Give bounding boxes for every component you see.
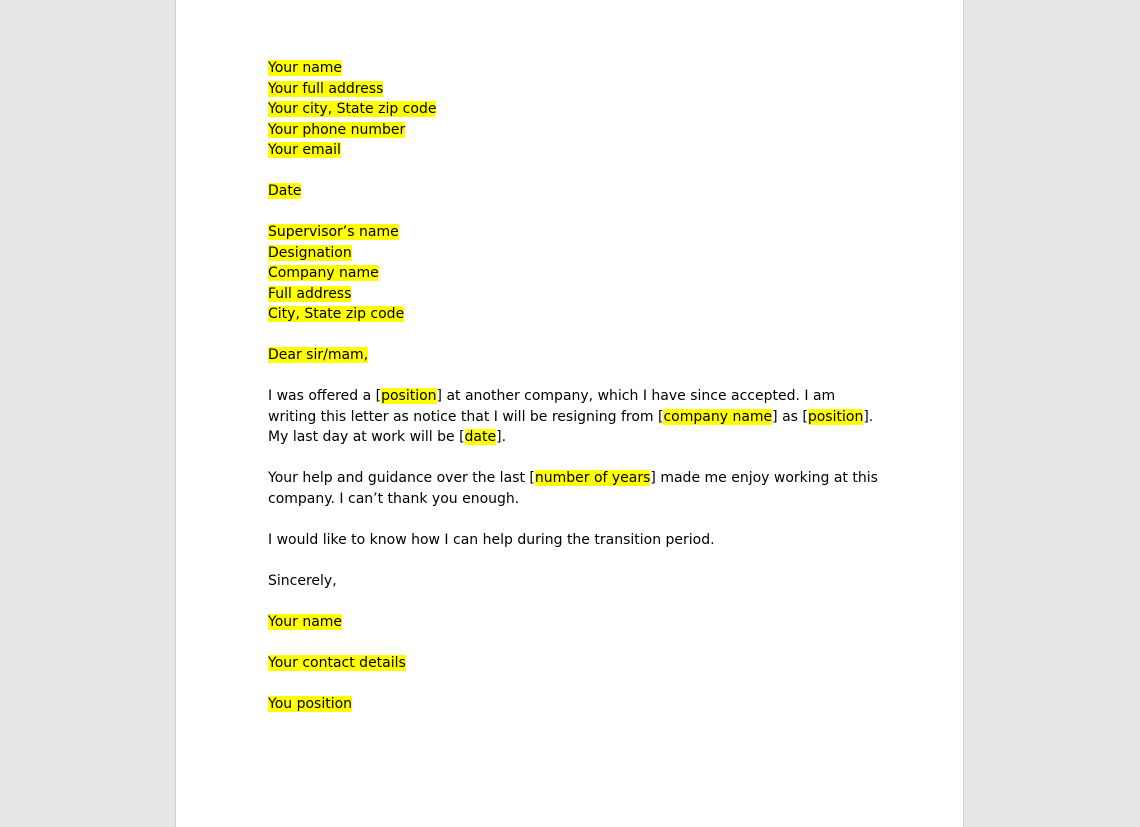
- signature-position-line: [268, 694, 878, 715]
- paragraph-text: ] as [: [772, 408, 808, 425]
- blank-line: [268, 448, 878, 469]
- recipient-designation: Designation: [268, 244, 352, 261]
- paragraph-offer: [268, 386, 878, 448]
- paragraph-text: ] at another company, which I have since accepted. I am writing this letter as notice that I will be resigning from [: [268, 388, 836, 425]
- blank-line: [268, 366, 878, 387]
- signature-name: Your name: [268, 613, 343, 630]
- sender-phone: Your phone number: [268, 121, 406, 138]
- sender-name-line: [268, 58, 878, 79]
- blank-line: [268, 550, 878, 571]
- blank-line: [268, 325, 878, 346]
- position-placeholder: position: [381, 388, 437, 404]
- date-line: [268, 181, 878, 202]
- sender-email-line: [268, 140, 878, 161]
- position-placeholder: position: [807, 408, 864, 425]
- blank-line: [268, 509, 878, 530]
- paragraph-text: I was offered a [: [268, 388, 382, 404]
- sender-name: Your name: [268, 60, 343, 76]
- sender-address-line: [268, 79, 878, 100]
- blank-line: [268, 591, 878, 612]
- blank-line: [268, 632, 878, 653]
- salutation: Dear sir/mam,: [268, 347, 369, 363]
- sender-city-line: [268, 99, 878, 120]
- company-name-placeholder: company name: [663, 408, 773, 425]
- letter-date: Date: [268, 183, 302, 199]
- letter-body[interactable]: [268, 58, 878, 714]
- paragraph-text: ] made me enjoy working at this company. I can’t thank you enough.: [268, 470, 878, 507]
- sender-city: Your city, State zip code: [268, 101, 437, 117]
- sender-address: Your full address: [268, 80, 384, 97]
- signature-name-line: [268, 612, 878, 633]
- paragraph-text: ].: [496, 429, 507, 445]
- paragraph-text: Your help and guidance over the last [: [268, 470, 535, 486]
- recipient-name: Supervisor’s name: [268, 224, 399, 240]
- paragraph-transition: I would like to know how I can help during the transition period.: [268, 531, 715, 548]
- blank-line: [268, 161, 878, 182]
- closing-line: Sincerely,: [268, 572, 337, 589]
- blank-line: [268, 673, 878, 694]
- paragraph-text: ]. My last day at work will be [: [268, 408, 874, 445]
- document-page[interactable]: [175, 0, 964, 827]
- paragraph-thanks: [268, 468, 878, 509]
- recipient-designation-line: [268, 243, 878, 264]
- blank-line: [268, 202, 878, 223]
- salutation-line: [268, 345, 878, 366]
- recipient-company: Company name: [268, 265, 379, 281]
- recipient-city-line: [268, 304, 878, 325]
- number-of-years-placeholder: number of years: [534, 470, 651, 486]
- recipient-address-line: [268, 284, 878, 305]
- signature-contact-line: [268, 653, 878, 674]
- sender-phone-line: [268, 120, 878, 141]
- signature-position: You position: [268, 695, 353, 712]
- recipient-company-line: [268, 263, 878, 284]
- sender-email: Your email: [268, 142, 341, 158]
- date-placeholder: date: [464, 429, 497, 445]
- recipient-address: Full address: [268, 285, 352, 302]
- signature-contact: Your contact details: [268, 654, 406, 671]
- recipient-name-line: [268, 222, 878, 243]
- recipient-city: City, State zip code: [268, 306, 405, 322]
